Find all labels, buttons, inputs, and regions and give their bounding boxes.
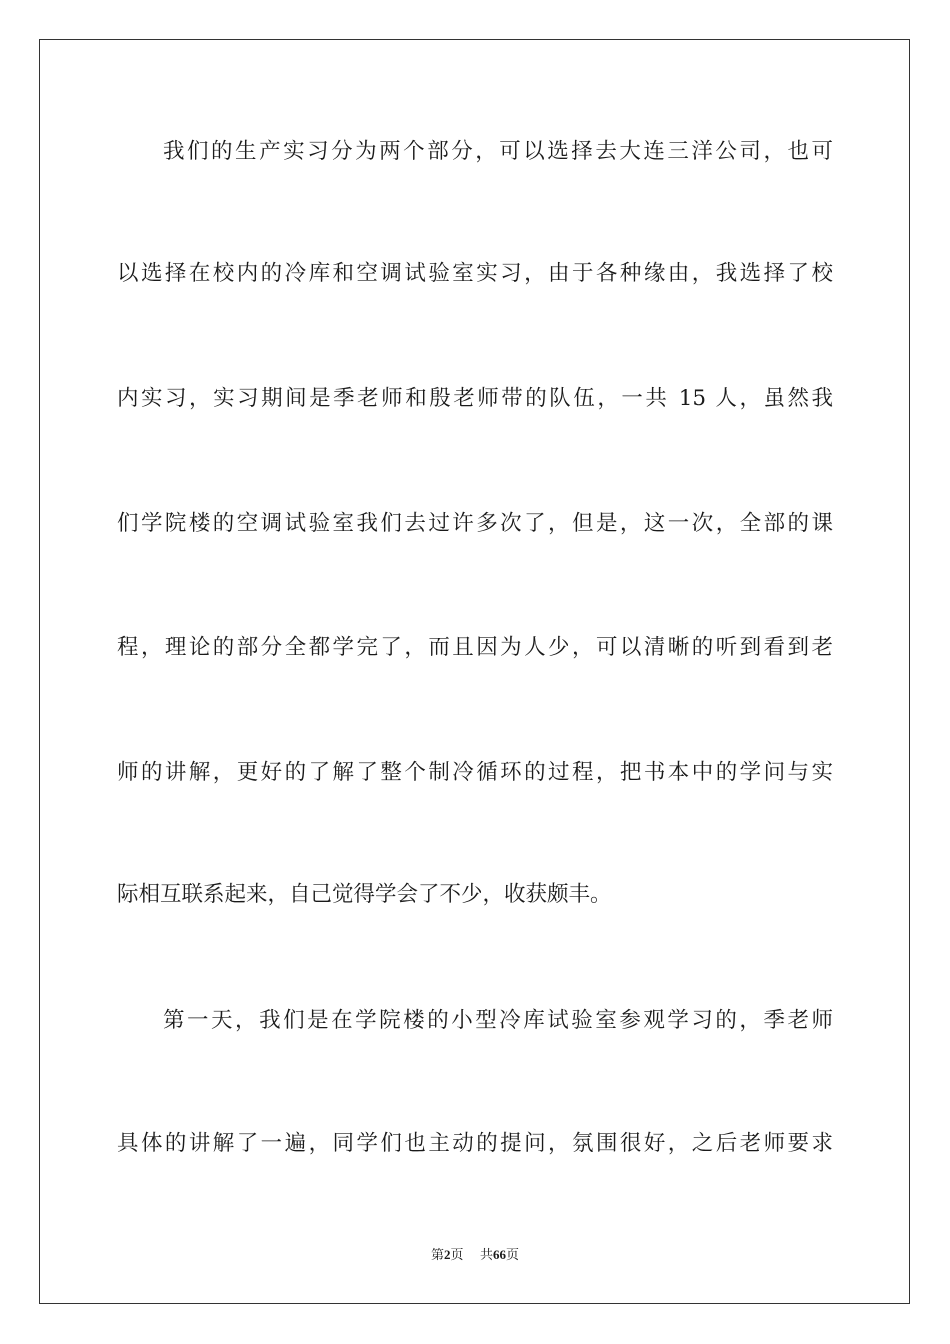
- footer-current-page: 2: [443, 1247, 451, 1262]
- page-border: [39, 39, 910, 1304]
- footer-total-prefix: 共: [480, 1248, 494, 1263]
- paragraph-1-line-3: 内实习，实习期间是季老师和殷老师带的队伍，一共 15 人，虽然我: [117, 386, 833, 411]
- footer-page-suffix: 页: [450, 1248, 464, 1263]
- paragraph-1-line-5: 程，理论的部分全都学完了，而且因为人少，可以清晰的听到看到老: [117, 635, 833, 660]
- paragraph-1-line-6: 师的讲解，更好的了解了整个制冷循环的过程，把书本中的学问与实: [117, 760, 833, 785]
- paragraph-2-line-1: 第一天，我们是在学院楼的小型冷库试验室参观学习的，季老师: [163, 1008, 833, 1033]
- paragraph-1-line-4: 们学院楼的空调试验室我们去过许多次了，但是，这一次，全部的课: [117, 511, 833, 536]
- footer-total-pages: 66: [493, 1247, 507, 1262]
- paragraph-1-line-2: 以选择在校内的冷库和空调试验室实习，由于各种缘由，我选择了校: [117, 261, 833, 286]
- paragraph-1-line-7: 际相互联系起来，自己觉得学会了不少，收获颇丰。: [117, 882, 612, 907]
- paragraph-2-line-2: 具体的讲解了一遍，同学们也主动的提问，氛围很好，之后老师要求: [117, 1131, 833, 1156]
- footer-total-suffix: 页: [506, 1248, 520, 1263]
- footer-page-prefix: 第: [430, 1248, 444, 1263]
- page-footer: [0, 1246, 950, 1265]
- paragraph-1-line-1: 我们的生产实习分为两个部分，可以选择去大连三洋公司，也可: [163, 139, 833, 164]
